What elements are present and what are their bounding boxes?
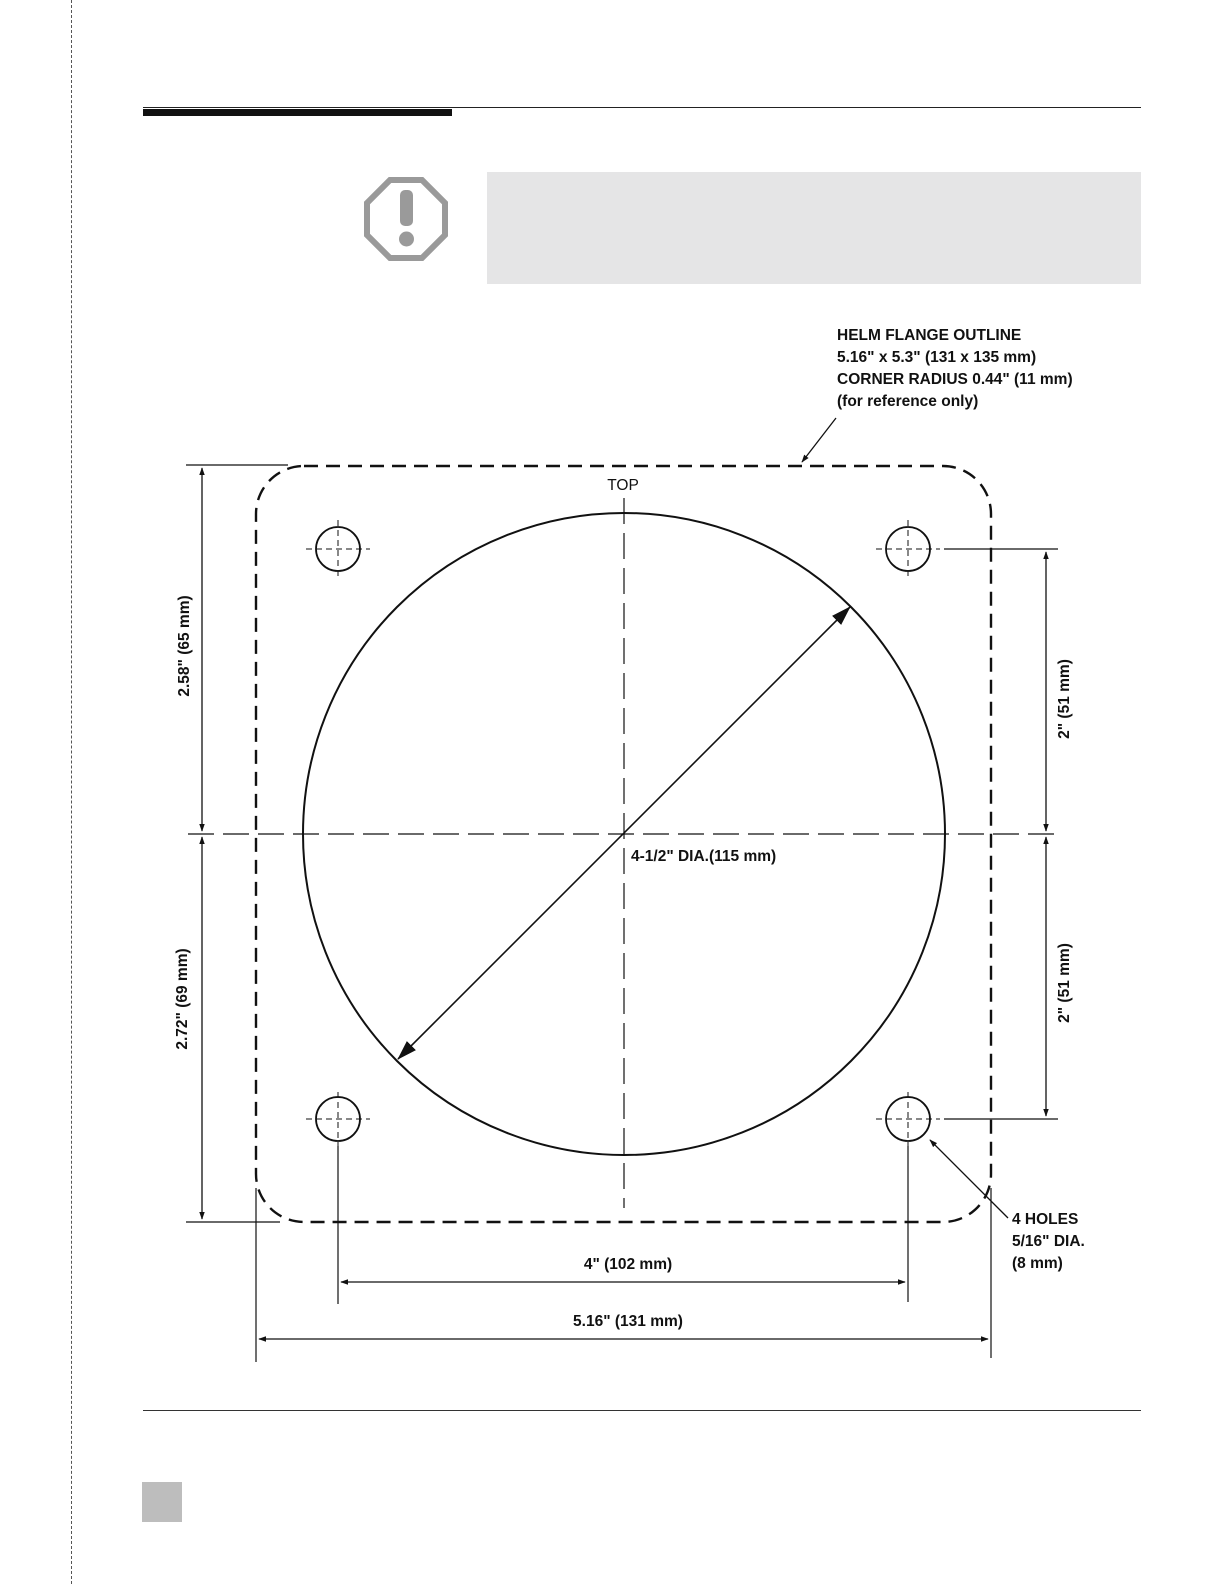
overall-width-label: 5.16" (131 mm) [573, 1313, 683, 1330]
lower-left-dimension-label: 2.72" (69 mm) [174, 948, 191, 1050]
holes-callout-line-3: (8 mm) [1012, 1255, 1063, 1272]
lower-right-dimension-label: 2" (51 mm) [1056, 943, 1073, 1023]
flange-callout-line-4: (for reference only) [837, 393, 979, 410]
holes-callout-line-1: 4 HOLES [1012, 1211, 1079, 1228]
holes-callout-line-2: 5/16" DIA. [1012, 1233, 1085, 1250]
page-number-tab [142, 1482, 182, 1522]
hole-spacing-label: 4" (102 mm) [583, 1256, 673, 1273]
footer-rule [143, 1410, 1141, 1411]
top-label: TOP [607, 477, 639, 494]
flange-callout-line-1: HELM FLANGE OUTLINE [837, 327, 1022, 344]
holes-callout-leader [930, 1140, 1008, 1218]
flange-callout-leader [802, 418, 836, 462]
flange-callout-line-2: 5.16" x 5.3" (131 x 135 mm) [837, 349, 1037, 366]
diameter-label: 4-1/2" DIA.(115 mm) [631, 848, 777, 865]
hole-top-right [876, 520, 940, 578]
hole-bottom-left [306, 1092, 370, 1148]
upper-right-dimension-label: 2" (51 mm) [1056, 659, 1073, 739]
hole-top-left [306, 520, 370, 578]
flange-callout-line-3: CORNER RADIUS 0.44" (11 mm) [837, 371, 1073, 388]
upper-left-dimension-label: 2.58" (65 mm) [176, 595, 193, 697]
